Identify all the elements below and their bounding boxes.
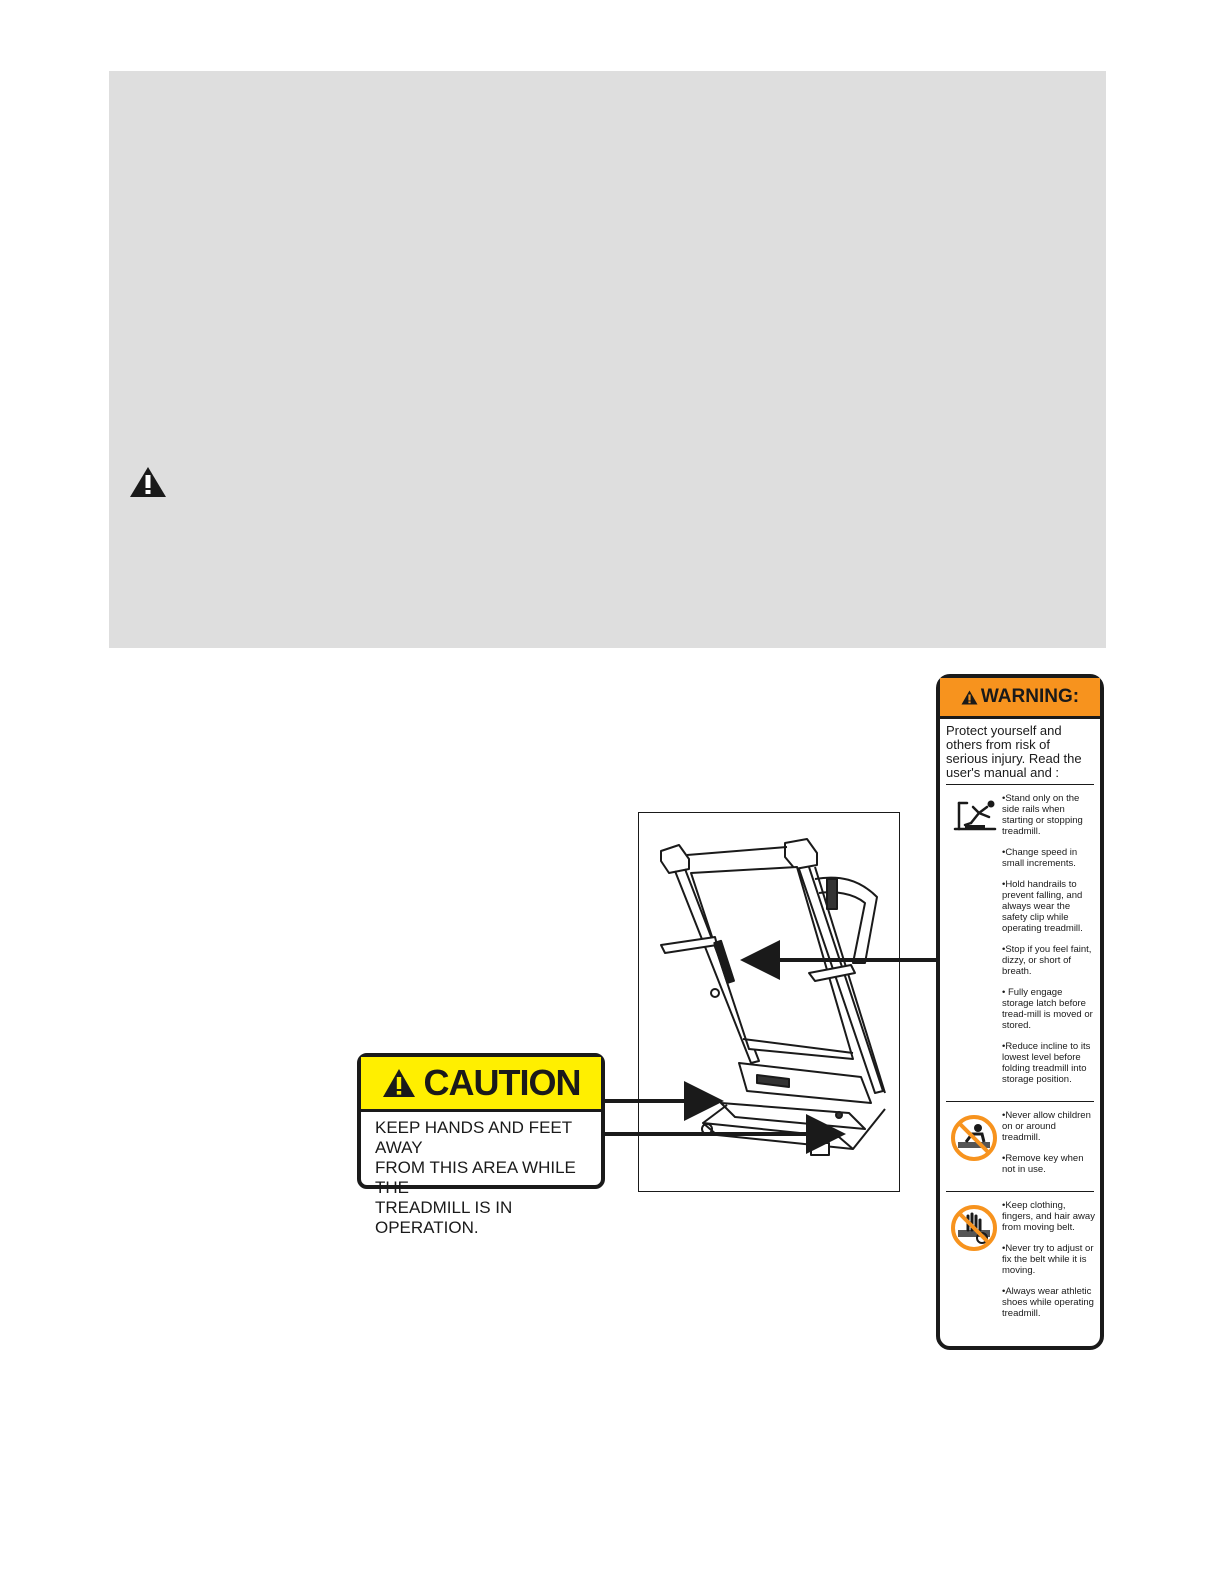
warning-title: WARNING: [980, 686, 1080, 707]
no-children-icon [950, 1114, 998, 1162]
warning-triangle-icon [961, 690, 978, 705]
warning-item: • Fully engage storage latch before tread-mill is moved or stored. [1002, 987, 1093, 1031]
warning-item: •Hold handrails to prevent falling, and always wear the safety clip while operating treadmill. [1002, 879, 1083, 934]
caution-line: FROM THIS AREA WHILE THE [375, 1158, 576, 1197]
warning-triangle-icon [129, 466, 167, 498]
warning-item: •Always wear athletic shoes while operating treadmill. [1002, 1286, 1094, 1319]
warning-item: •Keep clothing, fingers, and hair away from moving belt. [1002, 1200, 1095, 1233]
warning-intro: Protect yourself and others from risk of serious injury. Read the user's manual and : [946, 723, 1082, 780]
warning-item: •Reduce incline to its lowest level before folding treadmill into storage position. [1002, 1041, 1091, 1085]
warning-item: •Never allow children on or around treadmill. [1002, 1110, 1091, 1143]
person-falling-icon [951, 797, 997, 833]
caution-triangle-icon [382, 1068, 416, 1098]
no-hands-on-belt-icon [950, 1204, 998, 1252]
caution-header [361, 1057, 601, 1112]
warning-item: •Stand only on the side rails when starting or stopping treadmill. [1002, 793, 1083, 837]
caution-line: KEEP HANDS AND FEET AWAY [375, 1118, 572, 1157]
warning-item: •Stop if you feel faint, dizzy, or short of breath. [1002, 944, 1092, 977]
warning-section-belt [940, 1192, 1100, 1335]
warning-header [940, 678, 1100, 719]
warning-item: •Never try to adjust or fix the belt while it is moving. [1002, 1243, 1094, 1276]
warning-section-children [940, 1102, 1100, 1191]
caution-line: TREADMILL IS IN OPERATION. [375, 1198, 513, 1237]
warning-label [936, 674, 1104, 1350]
warning-item: •Change speed in small increments. [1002, 847, 1078, 869]
warning-item: •Remove key when not in use. [1002, 1153, 1084, 1175]
gray-panel [109, 71, 1106, 648]
warning-section-safety [940, 785, 1100, 1101]
caution-label [357, 1053, 605, 1237]
callout-arrows [600, 940, 940, 1140]
caution-text [361, 1112, 601, 1238]
caution-title: CAUTION [423, 1062, 581, 1103]
